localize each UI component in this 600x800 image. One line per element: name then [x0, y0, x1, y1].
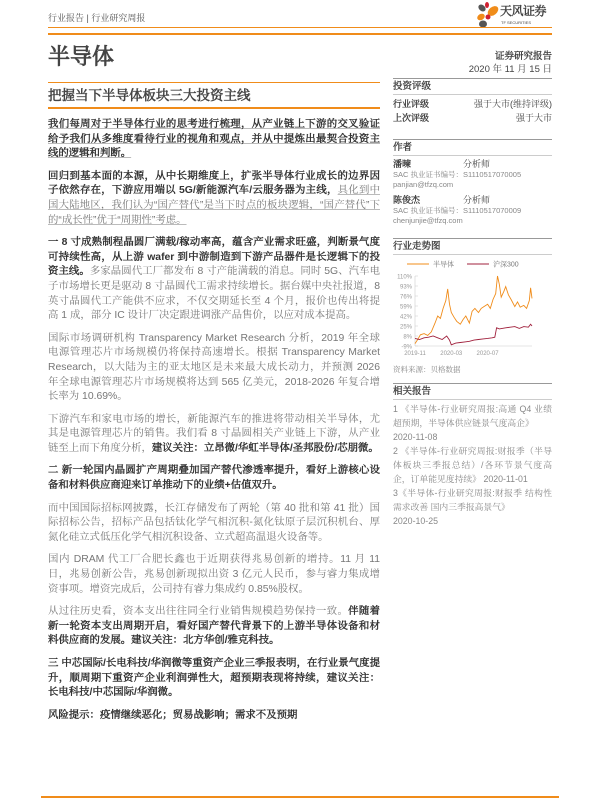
- downstream-paragraph: [48, 413, 380, 457]
- y-tick-label: 93%: [399, 284, 412, 291]
- breadcrumb: 行业报告 | 行业研究周报: [48, 13, 146, 23]
- company-logo: [474, 2, 554, 28]
- x-tick-label: 2020-03: [440, 351, 463, 357]
- related-report-title[interactable]: 1 《半导体-行业研究周报:高通 Q4 业绩超预期，半导体供应链景气度高企》: [393, 404, 552, 428]
- subtitle-divider-top: [48, 82, 380, 83]
- author-cert: SAC 执业证书编号：S1110517070005: [393, 170, 522, 179]
- y-tick-label: 8%: [403, 334, 412, 341]
- logo-text: 天风证券: [500, 4, 547, 18]
- market-research-text: 国际市场调研机构 Transparency Market Research 分析，2019 年全球电源管理芯片市场规模仍将保持高速增长。根据 Transparency Market Research，以大陆为主的亚太地区是未来最大成长动力，并预测 2026 年全球电源管理芯片市场规模将达到 565 亿美元，2018-2026 年复合增长率为 10.69%。: [48, 332, 380, 403]
- divider: [393, 155, 552, 156]
- divider: [393, 254, 552, 255]
- header-divider-thick: [48, 33, 552, 35]
- downstream-recommendation: 建议关注：立昂微/华虹半导体/圣邦股份/芯朋微。: [151, 442, 379, 454]
- divider: [393, 94, 552, 95]
- authors-section-title: 作者: [393, 142, 413, 153]
- related-report-date: 2020-10-25: [393, 516, 438, 526]
- capex-text: 从过往历史看，资本支出往往同全行业销售规模趋势保持一致。: [48, 606, 349, 618]
- dram-paragraph: [48, 553, 380, 597]
- rating-value: 强于大市: [515, 113, 552, 123]
- y-tick-label: 110%: [397, 274, 412, 281]
- downstream-text: 下游汽车和家电市场的增长，新能源汽车的推进将带动相关半导体，尤其是电源管理芯片的销售。我们看 8 寸晶圆相关产业链上下游，从产业链至上而下角度分析，: [48, 413, 380, 454]
- related-report-title[interactable]: 3《半导体-行业研究周报:财报季 结构性需求改善 国内三季报高景气》: [393, 488, 552, 512]
- author-role: 分析师: [463, 159, 491, 169]
- rating-label: 行业评级: [393, 99, 430, 109]
- intro-text: 我们每周对于半导体行业的思考进行梳理，从产业链上下游的交叉验证给予我们从多维度看待行业的视角和观点，并从中提炼出最契合投资主线的逻辑和判断。: [48, 119, 380, 160]
- author-1: [393, 158, 552, 190]
- chart-section-title: 行业走势图: [393, 241, 441, 252]
- report-type: 证券研究报告: [494, 51, 552, 62]
- theme-2-paragraph: [48, 464, 380, 493]
- capex-paragraph: [48, 605, 380, 649]
- tender-text: 而中国国际招标网披露，长江存储发布了两轮（第 40 批和第 41 批）国际招标公告，招标产品包括钛化学气相沉积-氮化钛原子层沉积机台、厚氮化硅立式低压化学气相沉积设备、立式超高温退火设备等。: [48, 502, 380, 543]
- theme-1-text: 多家晶圆代工厂都发布 8 寸产能满载的消息。同时 5G、汽车电子市场增长更是驱动 8 寸晶圆代工需求持续增长。据台媒中央社报道，8 英寸晶圆代工产能供不应求，不仅交期延长至 4 个月，报价也传出将提高 1 成，部分 IC 设计厂决定跟进调涨产品售价，以应对成本提高。: [48, 266, 380, 322]
- y-tick-label: 59%: [399, 304, 412, 311]
- y-tick-label: -9%: [401, 344, 412, 351]
- tender-paragraph: [48, 502, 380, 546]
- thesis-bold: 回归到基本面的本源，从中长期维度上，扩张半导体行业成长的边界因子依然存在，下游应用端以 5G/新能源汽车/云服务器为主线，: [48, 170, 380, 197]
- risk-warning: 风险提示：疫情继续恶化；贸易战影响；需求不及预期: [48, 709, 298, 721]
- market-research-paragraph: [48, 332, 380, 405]
- industry-trend-chart: [385, 257, 545, 362]
- rating-row-industry: [393, 97, 552, 111]
- related-report-date: 2020-11-01: [483, 474, 528, 484]
- header-divider: [48, 27, 552, 28]
- related-report-date: 2020-11-08: [393, 432, 438, 442]
- x-tick-label: 2020-07: [476, 351, 499, 357]
- divider: [393, 399, 552, 400]
- related-section-title: 相关报告: [393, 386, 432, 397]
- author-name: 陈俊杰: [393, 195, 421, 205]
- x-tick-label: 2019-11: [404, 351, 426, 357]
- legend-label: 沪深300: [493, 261, 519, 269]
- legend-label: 半导体: [433, 261, 454, 269]
- logo-petals-icon: [474, 2, 500, 28]
- report-date: 2020 年 11 月 15 日: [468, 64, 552, 75]
- author-2: [393, 194, 552, 226]
- related-report-item[interactable]: [393, 444, 552, 486]
- related-report-item[interactable]: [393, 486, 552, 528]
- rating-value: 强于大市(维持评级): [474, 99, 552, 109]
- sidebar: [393, 78, 552, 528]
- rating-section-title: 投资评级: [393, 81, 432, 92]
- author-name: 潘暕: [393, 159, 412, 169]
- related-report-title[interactable]: 2 《半导体-行业研究周报:财报季（半导体板块三季报总结）/各环节景气度高企，订单能见度持续》: [393, 446, 552, 484]
- thesis-paragraph: [48, 170, 380, 228]
- rating-row-previous: [393, 111, 552, 125]
- page-title: 半导体: [48, 44, 115, 69]
- thesis-text: 具化到中国大陆地区，我们认为“国产替代”是当下时点的板块逻辑，“国产替代”下的“成长性”优于“周期性”考虑。: [48, 185, 380, 226]
- y-tick-label: 42%: [399, 314, 412, 321]
- author-email[interactable]: chenjunjie@tfzq.com: [393, 216, 463, 225]
- theme-2-heading: 二 新一轮国内晶圆扩产周期叠加国产替代渗透率提升，看好上游核心设备和材料供应商迎来订单推动下的业绩+估值双升。: [48, 465, 380, 492]
- theme-3-heading: 三 中芯国际/长电科技/华润微等重资产企业三季报表明，在行业景气度提升，顺周期下重资产企业利润弹性大，超预期表现将持续，建议关注：长电科技/中芯国际/华润微。: [48, 658, 380, 699]
- subtitle-divider-bottom: [48, 107, 380, 109]
- theme-1-heading: 一 8 寸成熟制程晶圆厂满载/稼动率高，蕴含产业需求旺盛，判断景气度可持续性高，从上游 wafer 到中游制造到下游产品器件是长逻辑下的投资主线。: [48, 237, 380, 278]
- author-cert: SAC 执业证书编号：S1110517070009: [393, 206, 522, 215]
- series-line-semiconductor: [415, 276, 532, 344]
- capex-recommendation: 伴随着新一轮资本支出周期开启，看好国产替代背景下的上游半导体设备和材料供应商的发展。建议关注：北方华创/雅克科技。: [48, 606, 381, 647]
- logo-subtext: TF SECURITIES: [501, 20, 532, 25]
- rating-label: 上次评级: [393, 113, 430, 123]
- risk-paragraph: [48, 709, 380, 724]
- chart-source: 资料来源：贝格数据: [393, 365, 461, 374]
- y-tick-label: 25%: [399, 324, 412, 331]
- author-role: 分析师: [463, 195, 491, 205]
- y-tick-label: 76%: [399, 294, 412, 301]
- related-report-item[interactable]: [393, 402, 552, 444]
- author-email[interactable]: panjian@tfzq.com: [393, 180, 454, 189]
- theme-1-paragraph: [48, 236, 380, 324]
- theme-3-paragraph: [48, 657, 380, 701]
- series-line-csi300: [415, 324, 532, 345]
- report-subtitle: 把握当下半导体板块三大投资主线: [48, 88, 251, 103]
- footer-divider: [41, 796, 559, 798]
- dram-text: 国内 DRAM 代工厂合肥长鑫也于近期获得兆易创新的增持。11 月 11 日，兆易创新公告，兆易创新现拟出资 3 亿元人民币，参与睿力集成增资事项。增资完成后，公司持有睿力集成约 0.85%股权。: [48, 554, 380, 595]
- intro-paragraph: [48, 118, 380, 162]
- related-reports: [393, 402, 552, 528]
- report-body: [48, 118, 380, 731]
